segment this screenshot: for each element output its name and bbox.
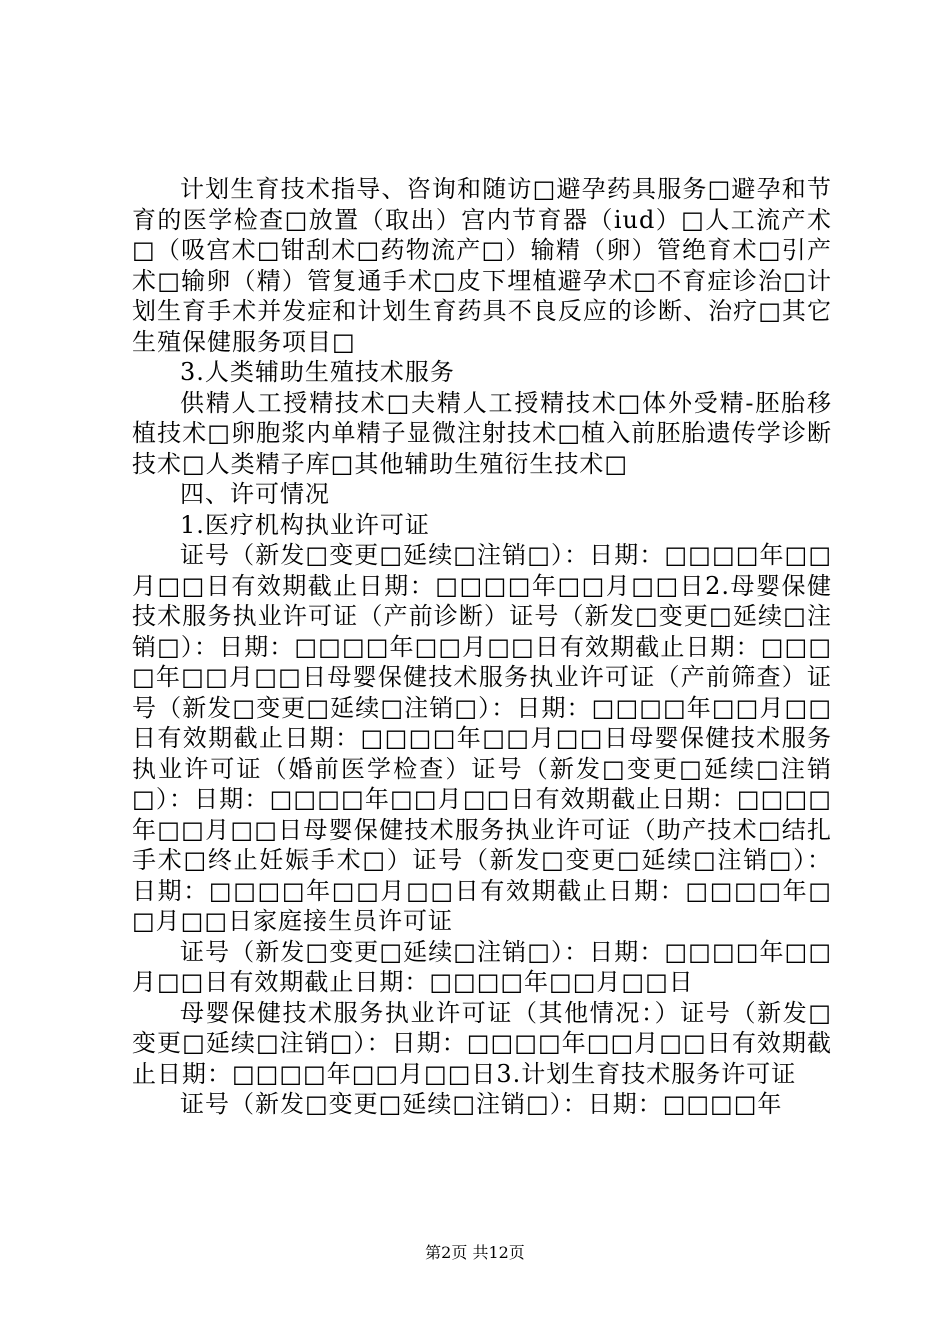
heading-license-status: 四、许可情况 <box>180 480 330 508</box>
page-number-footer: 第2页 共12页 <box>425 1243 525 1262</box>
paragraph-family-planning-services: 计划生育技术指导、咨询和随访□避孕药具服务□避孕和节育的医学检查□放置（取出）宫内节育器（iud）□人工流产术□（吸宫术□钳刮术□药物流产□）输精（卵）管绝育术□引产术□输卵（精）管复通手术□皮下埋植避孕术□不育症诊治□计划生育手术并发症和计划生育药具不良反应的诊断、治疗□其它生殖保健服务项目□ <box>132 175 832 356</box>
heading-assisted-reproduction: 3.人类辅助生殖技术服务 <box>180 358 455 386</box>
paragraph-maternal-health-other: 母婴保健技术服务执业许可证（其他情况：）证号（新发□变更□延续□注销□）：日期：□□□□年□□月□□日有效期截止日期：□□□□年□□月□□日3.计划生育技术服务许可证 <box>132 998 832 1088</box>
paragraph-family-planning-license: 证号（新发□变更□延续□注销□）：日期：□□□□年 <box>180 1090 783 1118</box>
document-body <box>132 174 832 1120</box>
heading-medical-institution-license: 1.医疗机构执业许可证 <box>180 510 430 539</box>
paragraph-assisted-reproduction-items: 供精人工授精技术□夫精人工授精技术□体外受精-胚胎移植技术□卵胞浆内单精子显微注射技术□植入前胚胎遗传学诊断技术□人类精子库□其他辅助生殖衍生技术□ <box>132 388 832 478</box>
paragraph-license-details: 证号（新发□变更□延续□注销□）：日期：□□□□年□□月□□日有效期截止日期：□□□□年□□月□□日2.母婴保健技术服务执业许可证（产前诊断）证号（新发□变更□延续□注销□）：日期：□□□□年□□月□□日有效期截止日期：□□□□年□□月□□日母婴保健技术服务执业许可证（产前筛查）证号（新发□变更□延续□注销□）：日期：□□□□年□□月□□日有效期截止日期：□□□□年□□月□□日母婴保健技术服务执业许可证（婚前医学检查）证号（新发□变更□延续□注销□）：日期：□□□□年□□月□□日有效期截止日期：□□□□年□□月□□日母婴保健技术服务执业许可证（助产技术□结扎手术□终止妊娠手术□）证号（新发□变更□延续□注销□）：日期：□□□□年□□月□□日有效期截止日期：□□□□年□□月□□日家庭接生员许可证 <box>132 541 832 935</box>
paragraph-home-delivery-license: 证号（新发□变更□延续□注销□）：日期：□□□□年□□月□□日有效期截止日期：□□□□年□□月□□日 <box>132 937 832 996</box>
